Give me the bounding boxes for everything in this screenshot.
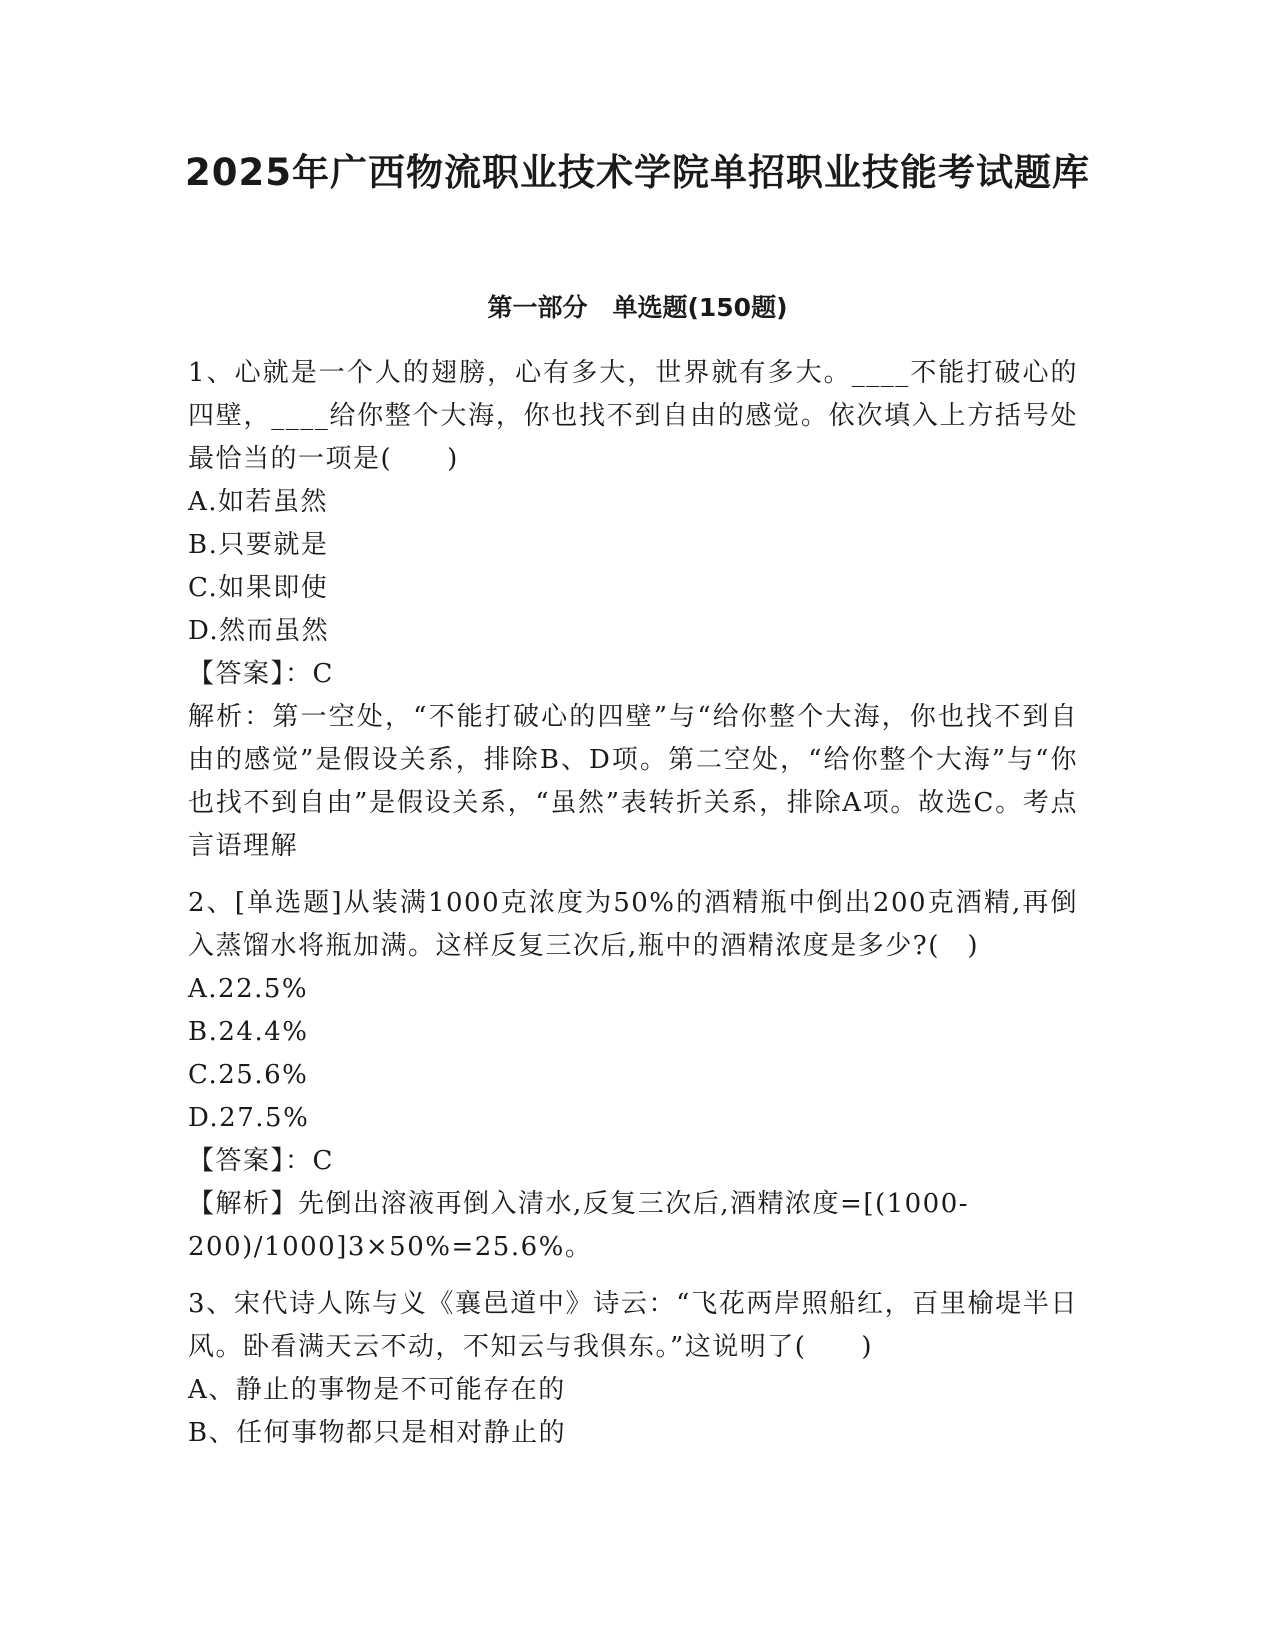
option-a: A.22.5% [188, 974, 309, 1004]
question-1 [188, 352, 1078, 868]
option-a: A、静止的事物是不可能存在的 [188, 1375, 566, 1405]
question-2 [188, 882, 1078, 1269]
question-list [188, 352, 1078, 1469]
document-title: 2025年广西物流职业技术学院单招职业技能考试题库 [185, 151, 1090, 194]
option-d: D.然而虽然 [188, 616, 330, 646]
analysis: 【解析】先倒出溶液再倒入清水,反复三次后,酒精浓度=[(1000-200)/1000]3×50%=25.6%。 [188, 1189, 970, 1262]
option-b: B、任何事物都只是相对静止的 [188, 1418, 567, 1448]
option-c: C.如果即使 [188, 573, 329, 603]
option-a: A.如若虽然 [188, 487, 329, 517]
option-c: C.25.6% [188, 1060, 309, 1090]
option-b: B.24.4% [188, 1017, 309, 1047]
section-title: 第一部分 单选题(150题) [487, 293, 788, 322]
question-3 [188, 1283, 1078, 1455]
answer: 【答案】：C [188, 659, 334, 689]
option-d: D.27.5% [188, 1103, 310, 1133]
question-stem: 2、[单选题]从装满1000克浓度为50%的酒精瓶中倒出200克酒精,再倒入蒸馏水将瓶加满。这样反复三次后,瓶中的酒精浓度是多少?( ) [188, 888, 1078, 961]
answer: 【答案】：C [188, 1146, 334, 1176]
question-stem: 1、心就是一个人的翅膀，心有多大，世界就有多大。____不能打破心的四壁，____给你整个大海，你也找不到自由的感觉。依次填入上方括号处最恰当的一项是( ) [188, 358, 1078, 474]
question-stem: 3、宋代诗人陈与义《襄邑道中》诗云：“飞花两岸照船红，百里榆堤半日风。卧看满天云不动，不知云与我俱东。”这说明了( ) [188, 1289, 1078, 1362]
analysis: 解析：第一空处，“不能打破心的四壁”与“给你整个大海，你也找不到自由的感觉”是假设关系，排除B、D项。第二空处，“给你整个大海”与“你也找不到自由”是假设关系，“虽然”表转折关系，排除A项。故选C。考点言语理解 [188, 702, 1078, 861]
option-b: B.只要就是 [188, 530, 329, 560]
